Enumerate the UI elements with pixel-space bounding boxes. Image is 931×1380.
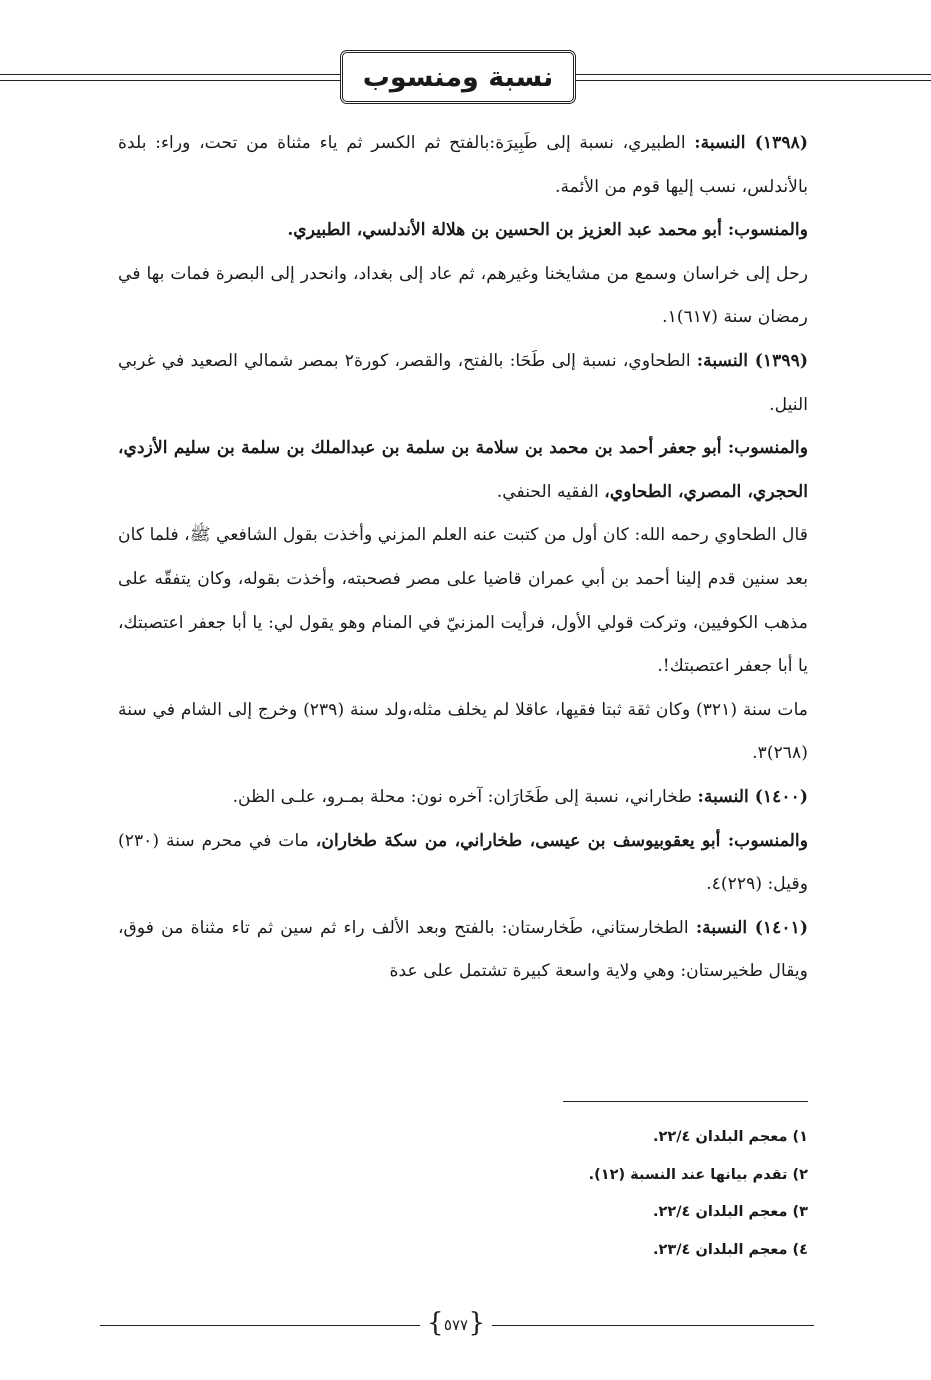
paragraph-1399-nisba	[118, 340, 808, 427]
paragraph-1399-mansub	[118, 427, 808, 514]
entry-heading: (١٣٩٨) النسبة:	[694, 133, 808, 153]
brace-right-icon: {	[468, 1308, 485, 1338]
page-footer	[0, 1310, 931, 1340]
paragraph-1399-quote	[118, 514, 808, 688]
entry-text: قال الطحاوي رحمه الله: كان أول من كتبت عنه العلم المزني وأخذت بقول الشافعي ﷺ، فلما كان بعد سنين قدم إلينا أحمد بن أبي عمران قاضيا على مصر فصحبته، وأخذت بقوله، وكان يتفقّه على مذهب الكوفيين، وتركت قولي الأول، فرأيت المزنيّ في المنام وهو يقول لي: يا أبا جعفر اعتصبتك، يا أبا جعفر اعتصبتك!.	[118, 525, 808, 677]
header-rule-left-top	[0, 74, 340, 75]
footer-rule-right	[492, 1325, 814, 1326]
header-title: نسبة ومنسوب	[340, 50, 576, 104]
header-rule-right-bottom	[576, 80, 931, 81]
header-rule-right-top	[576, 74, 931, 75]
brace-left-icon: }	[427, 1308, 444, 1338]
footnote-item: ٤) معجم البلدان ٢٣/٤.	[653, 1241, 808, 1258]
page-number-box	[417, 1310, 495, 1340]
footnote-separator	[563, 1101, 808, 1102]
mansub-heading: والمنسوب: أبو جعفر أحمد بن محمد بن سلامة بن سلمة بن عبدالملك بن سلمة بن سليم الأزدي، الحجري، المصري، الطحاوي،	[118, 438, 808, 502]
page-number: ٥٧٧	[443, 1316, 469, 1334]
footnotes	[388, 1119, 808, 1269]
entry-text: رحل إلى خراسان وسمع من مشايخنا وغيرهم، ثم عاد إلى بغداد، وانحدر إلى البصرة فمات بها في رمضان سنة (٦١٧)١.	[118, 263, 808, 328]
paragraph-1398-mansub	[118, 209, 808, 253]
paragraph-1400-mansub	[118, 820, 808, 907]
entry-heading: (١٤٠٠) النسبة:	[697, 786, 808, 807]
paragraph-1401-nisba	[118, 907, 808, 994]
mansub-heading: والمنسوب: أبو محمد عبد العزيز بن الحسين بن هلالة الأندلسي، الطبيري.	[287, 220, 808, 241]
entry-text: طخاراني، نسبة إلى طَخَارَان: آخره نون: محلة بمـرو، علـى الظن.	[232, 786, 698, 807]
running-header	[0, 50, 931, 110]
page-body	[118, 122, 808, 994]
footnote-item: ١) معجم البلدان ٢٢/٤.	[653, 1129, 808, 1145]
paragraph-1398-nisba	[118, 122, 808, 209]
footnote-item: ٢) تقدم بيانها عند النسبة (١٢).	[588, 1166, 808, 1183]
header-rule-left-bottom	[0, 80, 340, 81]
entry-text: مات سنة (٣٢١) وكان ثقة ثبتا فقيها، عاقلا لم يخلف مثله،ولد سنة (٢٣٩) وخرج إلى الشام في سنة (٢٦٨)٣.	[118, 699, 809, 764]
entry-heading: (١٣٩٩) النسبة:	[696, 350, 808, 371]
paragraph-1398-bio	[118, 253, 808, 340]
paragraph-1399-death	[118, 689, 808, 776]
entry-text: مات في محرم سنة (٢٣٠) وقيل: (٢٢٩)٤.	[118, 830, 808, 895]
footnote-item: ٣) معجم البلدان ٢٢/٤.	[653, 1204, 808, 1220]
footer-rule-left	[100, 1325, 420, 1326]
entry-text: الطحاوي، نسبة إلى طَحَا: بالفتح، والقصر، كورة٢ بمصر شمالي الصعيد في غربي النيل.	[118, 350, 808, 415]
entry-text: الطبيري، نسبة إلى طَبِيرَة:بالفتح ثم الكسر ثم ياء مثناة من تحت، وراء: بلدة بالأندلس، نسب إليها قوم من الأئمة.	[118, 133, 808, 197]
mansub-heading: والمنسوب: أبو يعقوبيوسف بن عيسى، طخاراني، من سكة طخاران،	[315, 830, 808, 851]
entry-text: الطخارستاني، طَخارستان: بالفتح وبعد الألف راء ثم سين ثم تاء مثناة من فوق، ويقال طخيرستان: وهي ولاية واسعة كبيرة تشتمل على عدة	[118, 917, 808, 982]
paragraph-1400-nisba	[118, 776, 808, 820]
entry-text: الفقيه الحنفي.	[496, 481, 605, 502]
entry-heading: (١٤٠١) النسبة:	[695, 917, 808, 938]
